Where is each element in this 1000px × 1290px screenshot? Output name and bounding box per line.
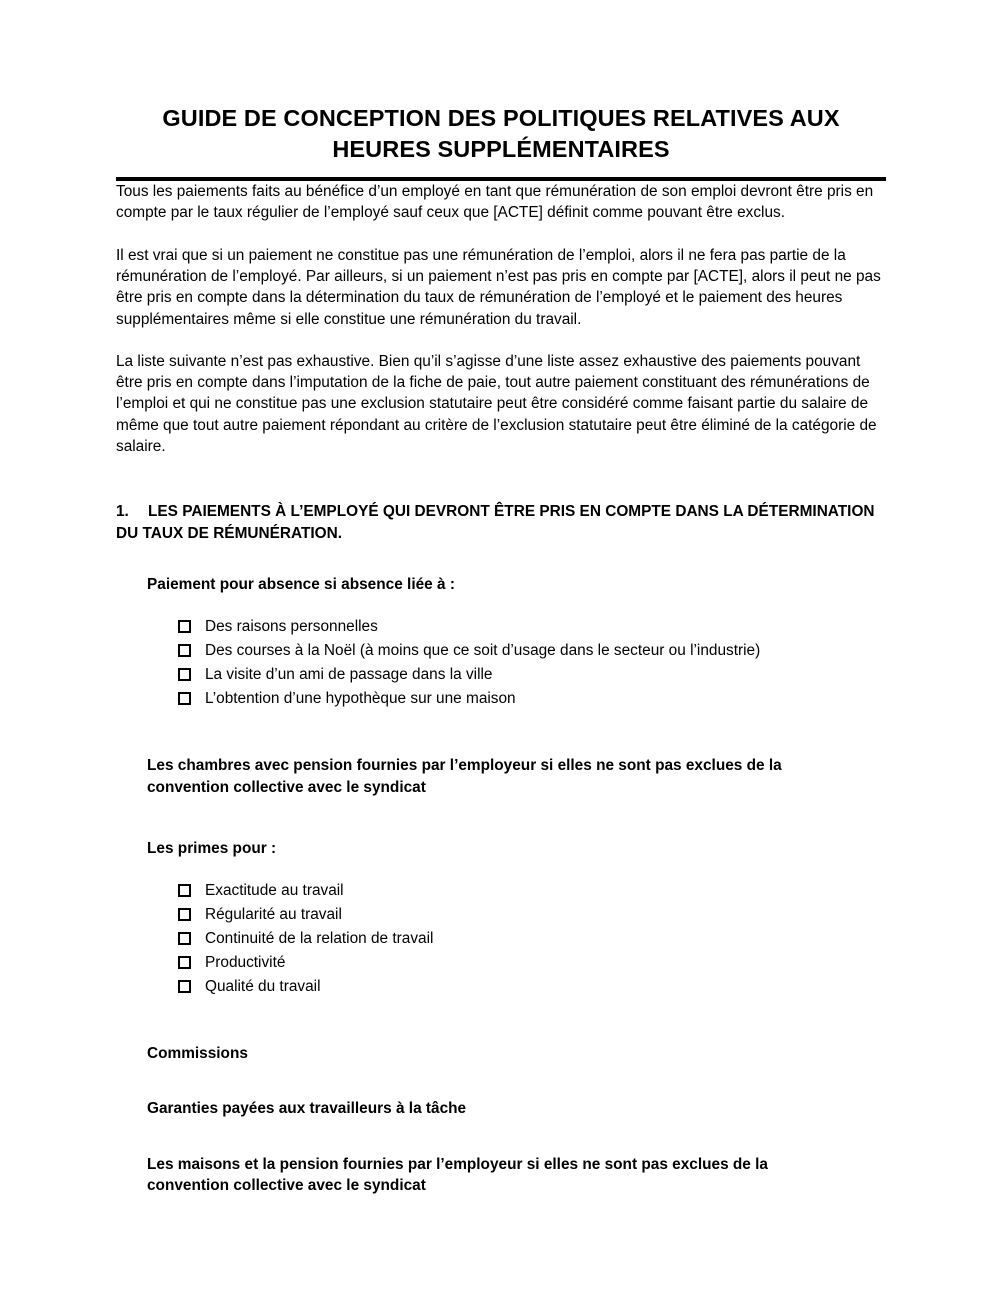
list-item[interactable] xyxy=(178,951,886,975)
list-item-label: Continuité de la relation de travail xyxy=(205,930,434,948)
subheading-gap xyxy=(116,711,886,755)
subheading-gap xyxy=(116,798,886,838)
list-item[interactable] xyxy=(178,687,886,711)
list-item[interactable] xyxy=(178,639,886,663)
list-item[interactable] xyxy=(178,879,886,903)
checkbox-empty-icon[interactable] xyxy=(178,668,191,681)
subheading-gap xyxy=(116,999,886,1043)
list-gap xyxy=(116,859,886,879)
list-item-label: Des raisons personnelles xyxy=(205,618,378,636)
checkbox-empty-icon[interactable] xyxy=(178,620,191,633)
list-item[interactable] xyxy=(178,663,886,687)
list-item-label: Des courses à la Noël (à moins que ce soit d’usage dans le secteur ou l’industrie) xyxy=(205,642,761,660)
checkbox-empty-icon[interactable] xyxy=(178,956,191,969)
intro-paragraph-1: Tous les paiements faits au bénéfice d’un employé en tant que rémunération de son emploi devront être pris en compte par le taux régulier de l’employé sauf ceux que [ACTE] définit comme pouvant être exclus. xyxy=(116,183,874,222)
section-heading-text: LES PAIEMENTS À L’EMPLOYÉ QUI DEVRONT ÊTRE PRIS EN COMPTE DANS LA DÉTERMINATION DU TAUX DE RÉMUNÉRATION. xyxy=(116,503,875,542)
list-gap xyxy=(116,595,886,615)
list-item[interactable] xyxy=(178,927,886,951)
section-number: 1. xyxy=(116,503,129,521)
subheading-paiement-absence: Paiement pour absence si absence liée à : xyxy=(147,575,455,593)
subheading-commissions: Commissions xyxy=(147,1045,248,1063)
paragraph-gap xyxy=(116,224,886,245)
checkbox-empty-icon[interactable] xyxy=(178,908,191,921)
checkbox-empty-icon[interactable] xyxy=(178,980,191,993)
list-item-label: Régularité au travail xyxy=(205,906,342,924)
list-item-label: L’obtention d’une hypothèque sur une maison xyxy=(205,690,516,708)
subheading-gap xyxy=(116,544,886,574)
list-item-label: La visite d’un ami de passage dans la ville xyxy=(205,666,493,684)
checkbox-empty-icon[interactable] xyxy=(178,884,191,897)
list-item-label: Qualité du travail xyxy=(205,978,321,996)
subheading-gap xyxy=(116,1064,886,1098)
subheading-gap xyxy=(116,1120,886,1154)
subheading-chambres-pension: Les chambres avec pension fournies par l’employeur si elles ne sont pas exclues de la convention collective avec le syndicat xyxy=(147,757,782,796)
section-gap xyxy=(116,457,886,501)
checkbox-empty-icon[interactable] xyxy=(178,692,191,705)
checkbox-empty-icon[interactable] xyxy=(178,644,191,657)
list-item[interactable] xyxy=(178,975,886,999)
subheading-primes: Les primes pour : xyxy=(147,839,277,857)
document-content xyxy=(116,0,886,1196)
checkbox-list-primes xyxy=(178,879,886,999)
list-item[interactable] xyxy=(178,615,886,639)
checkbox-list-absence xyxy=(178,615,886,711)
page-title: GUIDE DE CONCEPTION DES POLITIQUES RELATIVES AUX HEURES SUPPLÉMENTAIRES xyxy=(162,105,840,162)
list-item-label: Productivité xyxy=(205,954,286,972)
section-heading-1 xyxy=(116,501,886,544)
intro-paragraph-2: Il est vrai que si un paiement ne constitue pas une rémunération de l’emploi, alors il ne fera pas partie de la rémunération de l’employé. Par ailleurs, si un paiement n’est pas pris en compte par [ACTE], alors il peut ne pas être pris en compte dans la détermination du taux de rémunération de l’employé et le paiement des heures supplémentaires même si elle constitue une rémunération du travail. xyxy=(116,246,881,328)
list-item[interactable] xyxy=(178,903,886,927)
paragraph-gap xyxy=(116,330,886,351)
subheading-garanties: Garanties payées aux travailleurs à la tâche xyxy=(147,1100,467,1118)
list-item-label: Exactitude au travail xyxy=(205,882,344,900)
checkbox-empty-icon[interactable] xyxy=(178,932,191,945)
subheading-maisons-pension: Les maisons et la pension fournies par l’employeur si elles ne sont pas exclues de la convention collective avec le syndicat xyxy=(147,1155,768,1195)
intro-paragraph-3: La liste suivante n’est pas exhaustive. Bien qu’il s’agisse d’une liste assez exhaustive des paiements pouvant être pris en compte dans l’imputation de la fiche de paie, tout autre paiement constituant des rémunérations de l’emploi et qui ne constitue pas une exclusion statutaire peut être considéré comme faisant partie du salaire de même que tout autre paiement répondant au critère de l’exclusion statutaire peut être éliminé de la catégorie de salaire. xyxy=(116,352,877,456)
